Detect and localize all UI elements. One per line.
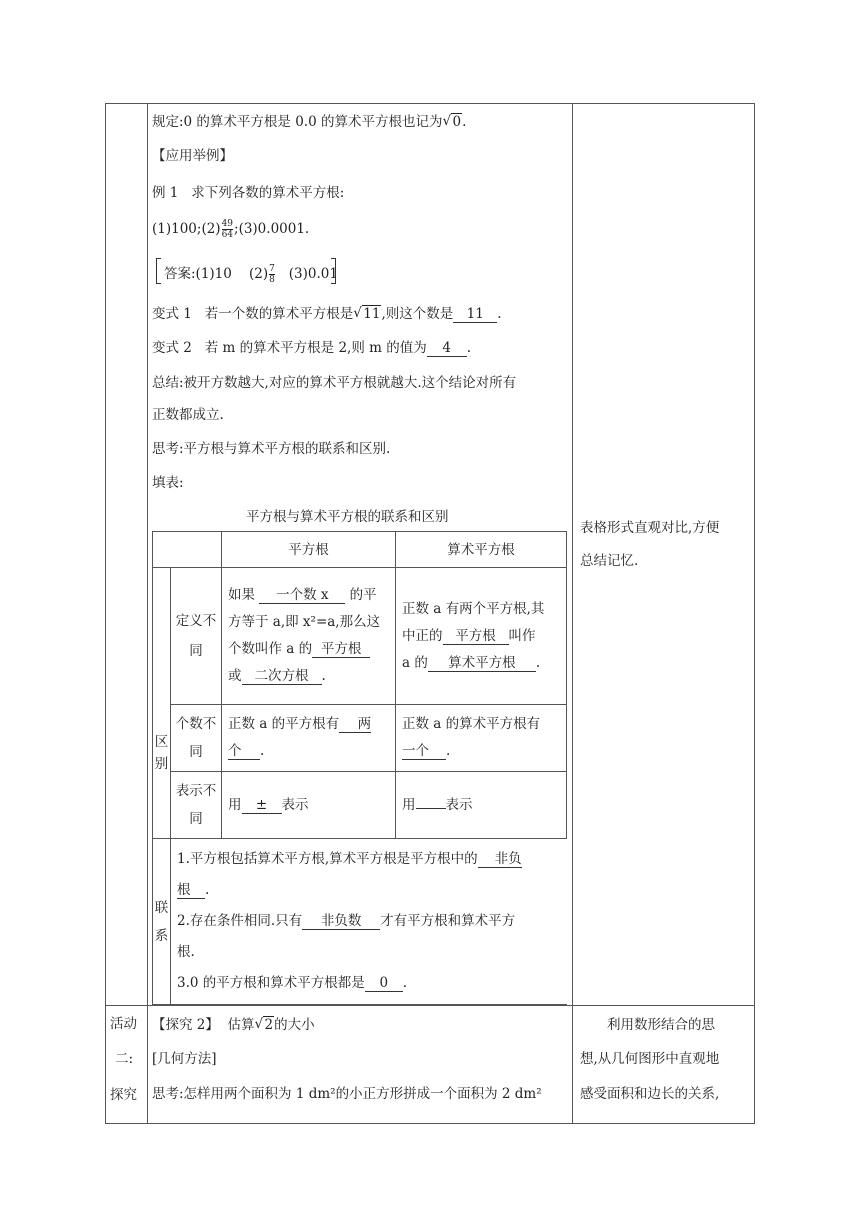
num-square-root: 正数 a 的平方根有 两 个 . bbox=[222, 705, 396, 772]
sym-arith-root: 用 表示 bbox=[396, 772, 567, 839]
fill-label: 填表: bbox=[152, 475, 184, 491]
left-column-divider bbox=[147, 103, 148, 1124]
num-arith-root: 正数 a 的算术平方根有 一个 . bbox=[396, 705, 567, 772]
answer-bracket-left bbox=[156, 258, 161, 284]
think2-line: 思考:怎样用两个面积为 1 dm²的小正方形拼成一个面积为 2 dm² bbox=[152, 1086, 542, 1102]
activity2-label-2: 二: bbox=[115, 1051, 134, 1067]
comparison-table bbox=[152, 531, 567, 1005]
lianxi-content: 1.平方根包括算术平方根,算术平方根是平方根中的 非负 根 . 2.存在条件相同.只有 非负数 才有平方根和算术平方 根. 3.0 的平方根和算术平方根都是 0 . bbox=[171, 839, 567, 1005]
header-square-root: 平方根 bbox=[222, 532, 396, 568]
num-label: 个数不 同 bbox=[171, 705, 222, 772]
lianxi-label: 联 系 bbox=[153, 839, 171, 1005]
variant1-line: 变式 1 若一个数的算术平方根是√ 11,则这个数是 11 . bbox=[152, 304, 502, 324]
answer-bracket-right bbox=[331, 258, 336, 284]
right-column-divider bbox=[572, 103, 573, 1124]
qubie-label: 区 别 bbox=[153, 568, 171, 839]
row-divider bbox=[105, 1005, 755, 1006]
geo-method: [几何方法] bbox=[152, 1051, 217, 1067]
right2-line3: 感受面积和边长的关系, bbox=[580, 1086, 720, 1102]
header-empty-cell bbox=[153, 532, 222, 568]
right2-line1: 利用数形结合的思 bbox=[607, 1017, 715, 1033]
header-arith-root: 算术平方根 bbox=[396, 532, 567, 568]
sym-square-root: 用 ± 表示 bbox=[222, 772, 396, 839]
summary-line2: 正数都成立. bbox=[152, 407, 224, 423]
def-square-root: 如果 一个数 x 的平 方等于 a,即 x²=a,那么这 个数叫作 a 的 平方根 或 二次方根 . bbox=[222, 568, 396, 705]
summary-line1: 总结:被开方数越大,对应的算术平方根就越大.这个结论对所有 bbox=[152, 375, 517, 391]
right-note-line2: 总结记忆. bbox=[580, 553, 639, 569]
activity2-label-3: 探究 bbox=[110, 1087, 137, 1103]
right-note-line1: 表格形式直观对比,方便 bbox=[580, 520, 720, 536]
section-title: 【应用举例】 bbox=[152, 148, 233, 164]
def-arith-root: 正数 a 有两个平方根,其 中正的 平方根 叫作 a 的 算术平方根 . bbox=[396, 568, 567, 705]
sym-label: 表示不 同 bbox=[171, 772, 222, 839]
example1-items: (1)100;(2) $\frac{49}{64}$ ;(3)0.0001. bbox=[152, 219, 310, 240]
variant2-line: 变式 2 若 m 的算术平方根是 2,则 m 的值为 4 . bbox=[152, 340, 472, 356]
def-label: 定义不 同 bbox=[171, 568, 222, 705]
right2-line2: 想,从几何图形中直观地 bbox=[580, 1051, 720, 1067]
fraction-7-8: $\frac{7}{8}$ bbox=[269, 264, 275, 285]
explore2-line: 【探究 2】 估算√ 2的大小 bbox=[152, 1015, 315, 1035]
table-title: 平方根与算术平方根的联系和区别 bbox=[246, 509, 449, 525]
fraction-49-64: $\frac{49}{64}$ bbox=[221, 219, 234, 240]
variant2-answer: 4 bbox=[427, 340, 467, 357]
example1-line: 例 1 求下列各数的算术平方根: bbox=[152, 185, 345, 201]
variant1-answer: 11 bbox=[453, 306, 497, 323]
rule-line: 规定:0 的算术平方根是 0.0 的算术平方根也记为√ 0. bbox=[152, 112, 466, 132]
answer-line: 答案:(1)10 (2) $\frac{7}{8}$ (3)0.01 bbox=[164, 264, 338, 285]
activity2-label-1: 活动 bbox=[110, 1016, 137, 1032]
think-line: 思考:平方根与算术平方根的联系和区别. bbox=[152, 441, 391, 457]
